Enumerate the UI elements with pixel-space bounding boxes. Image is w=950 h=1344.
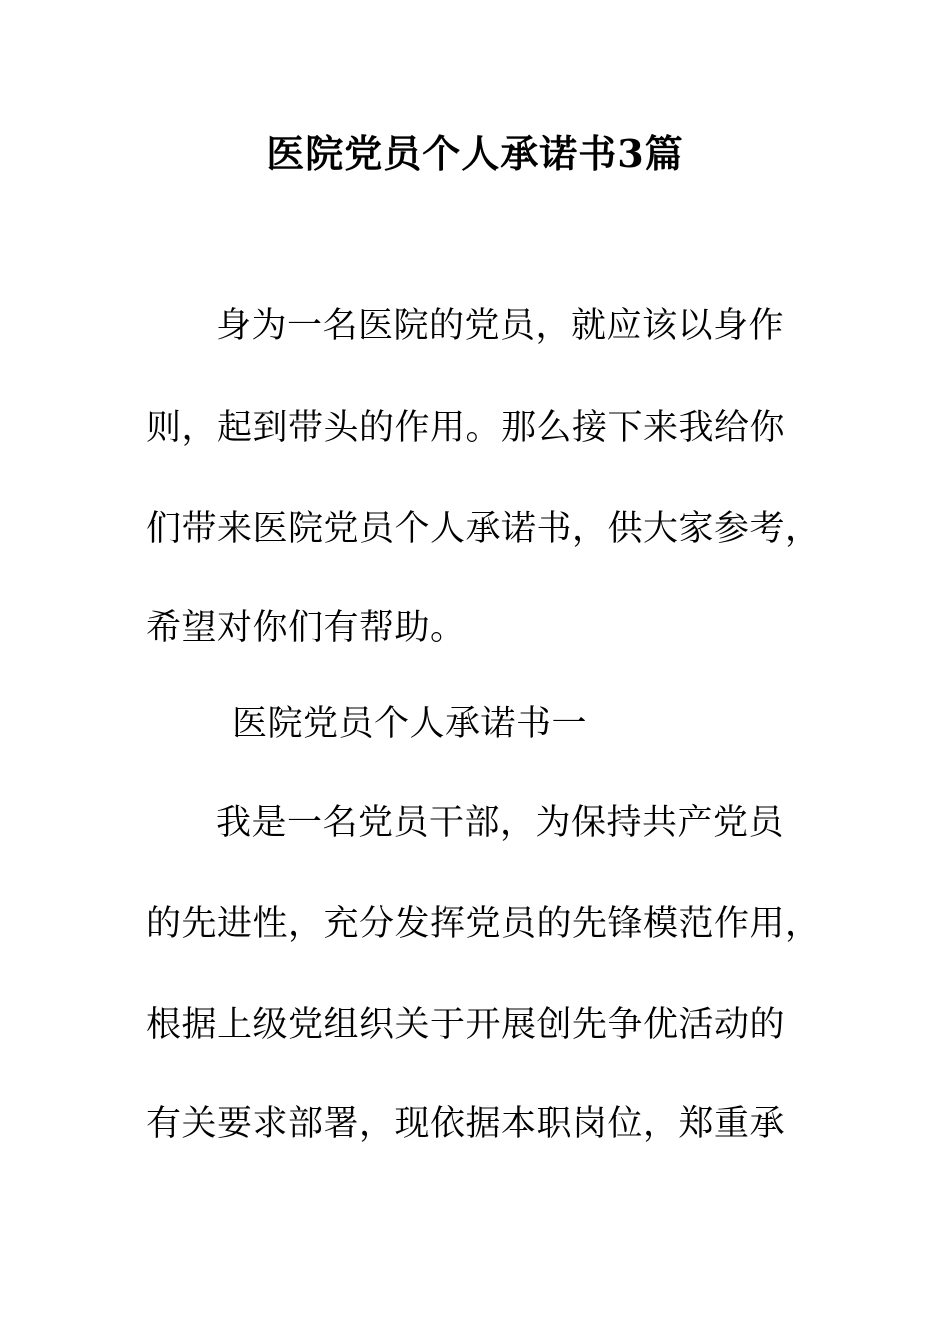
body-line-1: 我是一名党员干部，为保持共产党员	[216, 803, 785, 843]
intro-line-1: 身为一名医院的党员，就应该以身作	[216, 306, 785, 346]
intro-line-4: 希望对你们有帮助。	[146, 608, 466, 648]
intro-line-2: 则，起到带头的作用。那么接下来我给你	[146, 408, 786, 448]
document-title: 医院党员个人承诺书3篇	[266, 131, 684, 176]
intro-line-3: 们带来医院党员个人承诺书，供大家参考，	[146, 509, 821, 549]
body-line-3: 根据上级党组织关于开展创先争优活动的	[146, 1005, 786, 1045]
body-line-2: 的先进性，充分发挥党员的先锋模范作用，	[146, 904, 821, 944]
body-line-4: 有关要求部署，现依据本职岗位，郑重承	[146, 1104, 786, 1144]
section-heading: 医院党员个人承诺书一	[232, 704, 588, 744]
